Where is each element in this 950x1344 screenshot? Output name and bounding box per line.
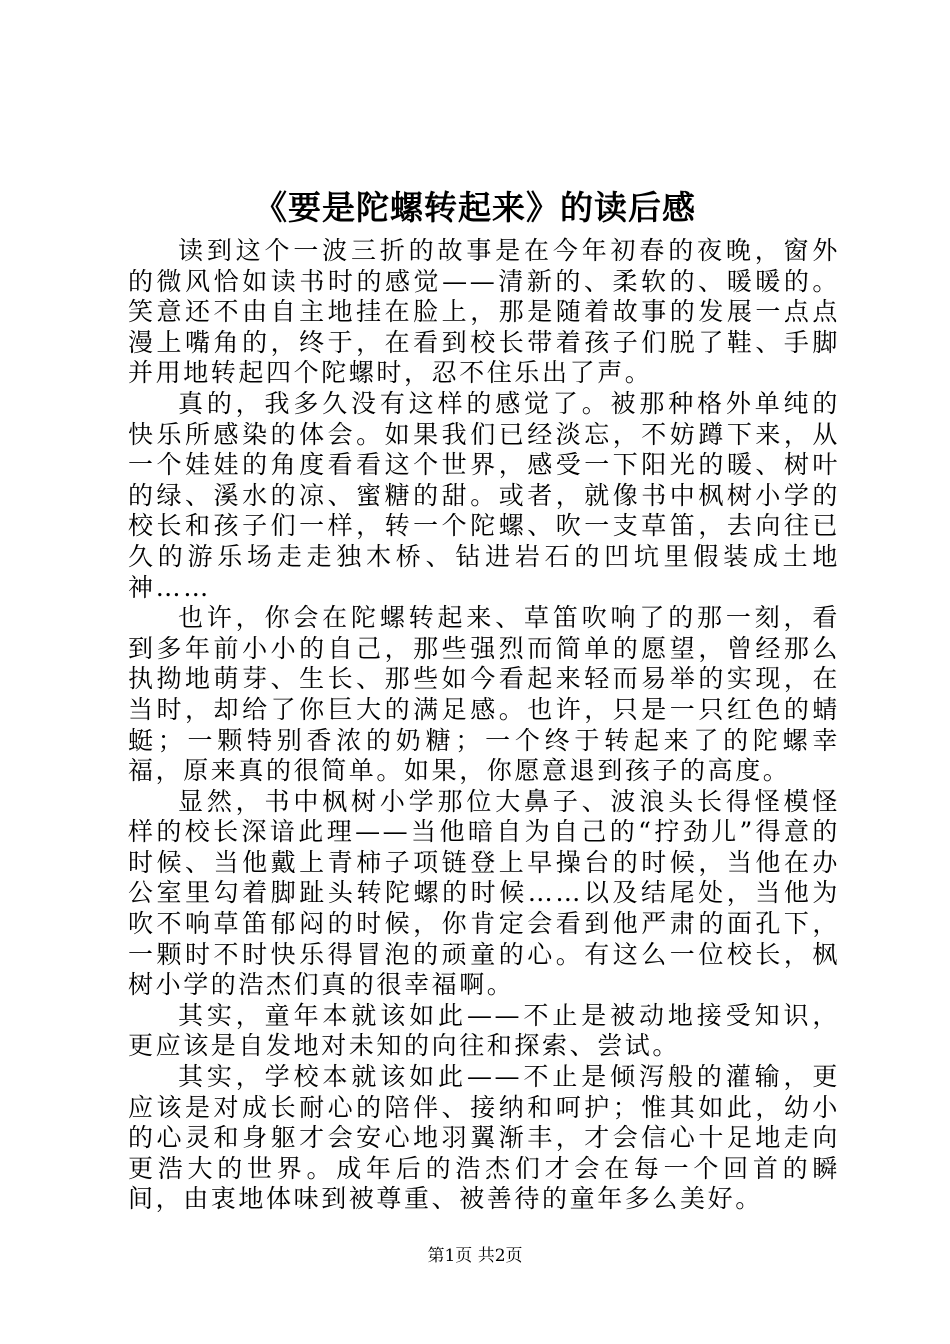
paragraph-6: 其实，学校本就该如此——不止是倾泻般的灌输，更应该是对成长耐心的陪伴、接纳和呵护；惟其如此，幼小的心灵和身躯才会安心地羽翼渐丰，才会信心十足地走向更浩大的世界。成年后的浩杰们才会在每一个回首的瞬间，由衷地体味到被尊重、被善待的童年多么美好。 [128, 1062, 840, 1214]
paragraph-1: 读到这个一波三折的故事是在今年初春的夜晚，窗外的微风恰如读书时的感觉——清新的、柔软的、暖暖的。笑意还不由自主地挂在脸上，那是随着故事的发展一点点漫上嘴角的，终于，在看到校长带着孩子们脱了鞋、手脚并用地转起四个陀螺时，忍不住乐出了声。 [128, 236, 840, 388]
paragraph-3: 也许，你会在陀螺转起来、草笛吹响了的那一刻，看到多年前小小的自己，那些强烈而简单的愿望，曾经那么执拗地萌芽、生长、那些如今看起来轻而易举的实现，在当时，却给了你巨大的满足感。也许，只是一只红色的蜻蜓；一颗特别香浓的奶糖；一个终于转起来了的陀螺幸福，原来真的很简单。如果，你愿意退到孩子的高度。 [128, 603, 840, 786]
page-number-footer: 第1页 共2页 [427, 1246, 523, 1266]
paragraph-4: 显然，书中枫树小学那位大鼻子、波浪头长得怪模怪样的校长深谙此理——当他暗自为自己的“拧劲儿”得意的时候、当他戴上青柿子项链登上早操台的时候，当他在办公室里勾着脚趾头转陀螺的时候……以及结尾处，当他为吹不响草笛郁闷的时候，你肯定会看到他严肃的面孔下，一颗时不时快乐得冒泡的顽童的心。有这么一位校长，枫树小学的浩杰们真的很幸福啊。 [128, 786, 840, 1000]
paragraph-2: 真的，我多久没有这样的感觉了。被那种格外单纯的快乐所感染的体会。如果我们已经淡忘，不妨蹲下来，从一个娃娃的角度看看这个世界，感受一下阳光的暖、树叶的绿、溪水的凉、蜜糖的甜。或者，就像书中枫树小学的校长和孩子们一样，转一个陀螺、吹一支草笛，去向往已久的游乐场走走独木桥、钻进岩石的凹坑里假装成土地神…… [128, 388, 840, 602]
document-title: 《要是陀螺转起来》的读后感 [254, 188, 696, 227]
document-body [128, 236, 840, 1215]
paragraph-5: 其实，童年本就该如此——不止是被动地接受知识，更应该是自发地对未知的向往和探索、尝试。 [128, 1000, 840, 1061]
